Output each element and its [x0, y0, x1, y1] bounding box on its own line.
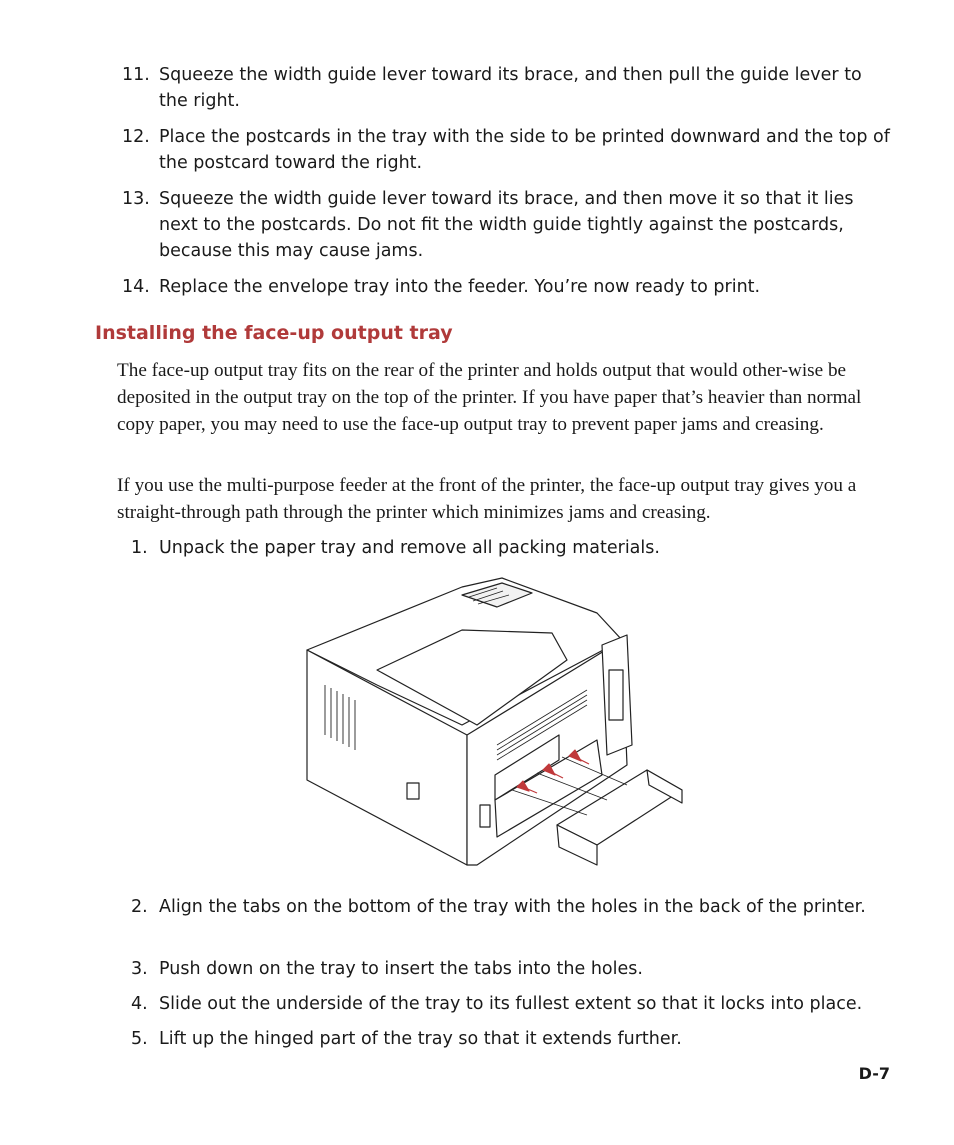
- step-14: [122, 274, 892, 300]
- step-text: Place the postcards in the tray with the side to be printed downward and the top of the postcard toward the right.: [159, 127, 890, 173]
- step-13: [122, 186, 892, 264]
- step-1: [131, 535, 901, 561]
- side-latch: [407, 783, 419, 799]
- step-3: [131, 956, 901, 982]
- step-number: 12.: [122, 127, 150, 147]
- step-number: 14.: [122, 277, 150, 297]
- printer-illustration: [297, 575, 687, 870]
- step-text: Squeeze the width guide lever toward its brace, and then move it so that it lies next to the postcards. Do not fit the width guide tightly against the postcards, because this may cause jams.: [159, 189, 854, 261]
- step-2: [131, 894, 901, 920]
- power-socket: [480, 805, 490, 827]
- step-number: 2.: [131, 897, 148, 917]
- step-5: [131, 1026, 901, 1052]
- step-text: Lift up the hinged part of the tray so that it extends further.: [159, 1029, 682, 1049]
- step-text: Squeeze the width guide lever toward its brace, and then pull the guide lever to the right.: [159, 65, 862, 111]
- step-text: Slide out the underside of the tray to its fullest extent so that it locks into place.: [159, 994, 863, 1014]
- step-12: [122, 124, 892, 176]
- step-text: Unpack the paper tray and remove all packing materials.: [159, 538, 660, 558]
- paragraph-feeder: If you use the multi-purpose feeder at the front of the printer, the face-up output tray gives you a straight-through path through the printer which minimizes jams and creasing.: [117, 475, 857, 523]
- step-text: Replace the envelope tray into the feeder. You’re now ready to print.: [159, 277, 761, 297]
- step-number: 5.: [131, 1029, 148, 1049]
- step-text: Align the tabs on the bottom of the tray with the holes in the back of the printer.: [159, 897, 866, 917]
- interface-port: [609, 670, 623, 720]
- step-text: Push down on the tray to insert the tabs into the holes.: [159, 959, 643, 979]
- step-4: [131, 991, 901, 1017]
- step-number: 4.: [131, 994, 148, 1014]
- page-number: D-7: [858, 1064, 890, 1083]
- step-number: 3.: [131, 959, 148, 979]
- step-number: 13.: [122, 189, 150, 209]
- paragraph-intro: The face-up output tray fits on the rear of the printer and holds output that would other-wise be deposited in the output tray on the top of the printer. If you have paper that’s heavier than normal copy paper, you may need to use the face-up output tray to prevent paper jams and creasing.: [117, 360, 862, 435]
- step-number: 1.: [131, 538, 148, 558]
- step-11: [122, 62, 892, 114]
- step-number: 11.: [122, 65, 150, 85]
- section-heading: Installing the face-up output tray: [95, 322, 453, 344]
